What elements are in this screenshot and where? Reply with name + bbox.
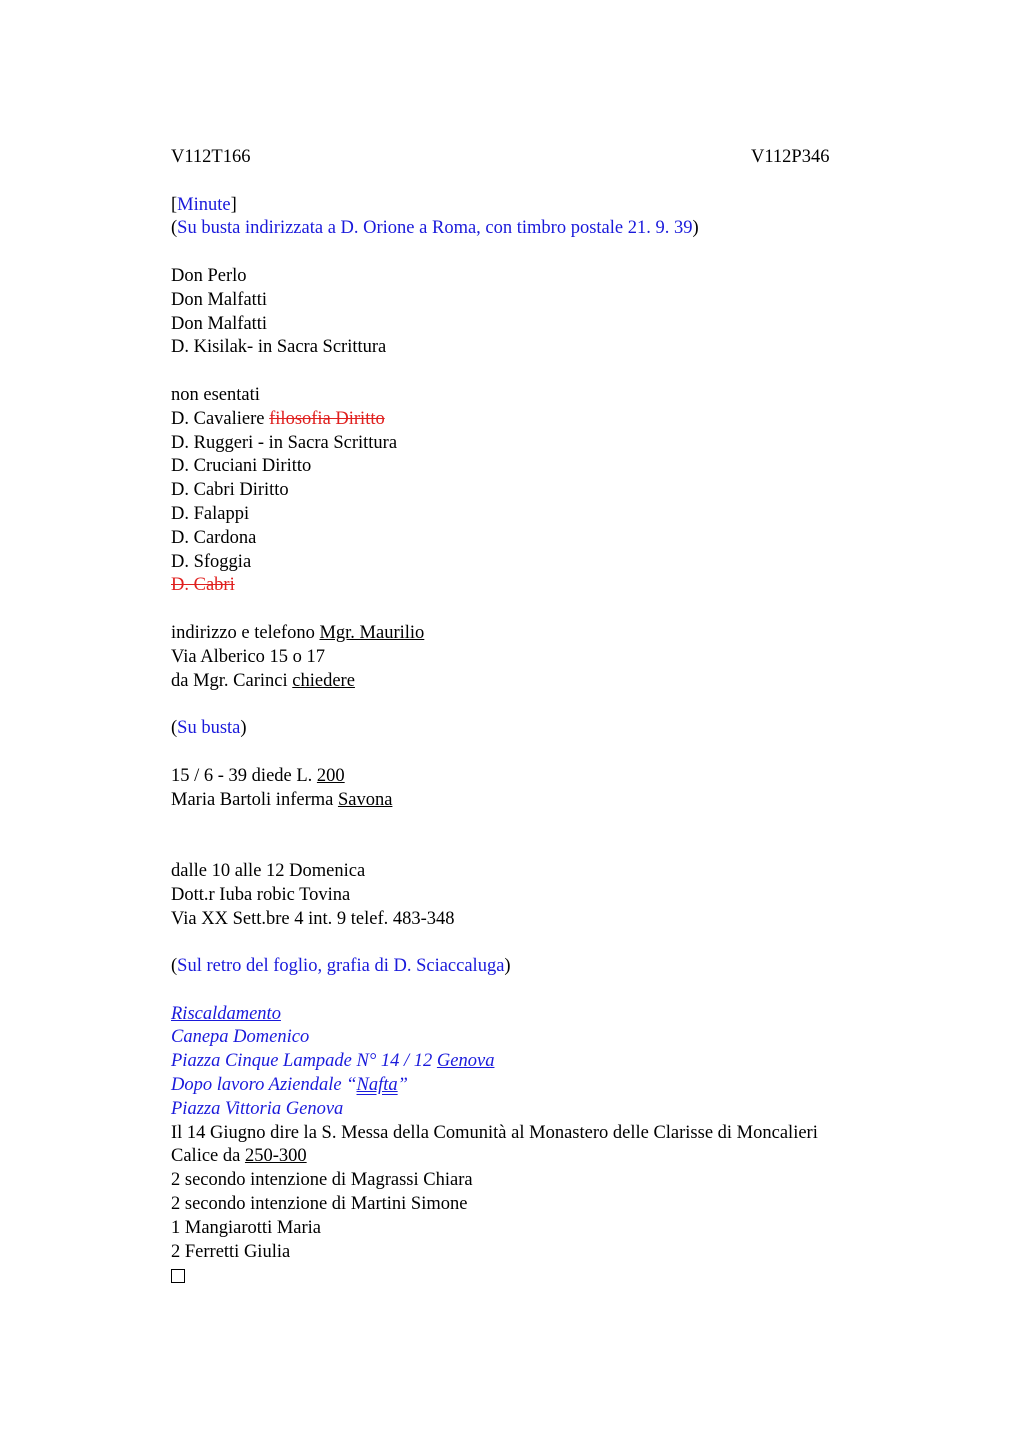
list2-item-struck: D. Cabri bbox=[171, 575, 235, 596]
mass-item: 2 Ferretti Giulia bbox=[171, 1241, 291, 1262]
doctor-line: dalle 10 alle 12 Domenica bbox=[171, 860, 366, 881]
mass-item: 2 secondo intenzione di Magrassi Chiara bbox=[171, 1170, 473, 1191]
address-line: Via Alberico 15 o 17 bbox=[171, 646, 326, 667]
envelope-text: Su busta indirizzata a D. Orione a Roma, con timbro postale 21. 9. 39 bbox=[177, 218, 693, 239]
checkbox-line bbox=[171, 1264, 911, 1288]
right-code: V112P346 bbox=[751, 147, 830, 167]
back-note: (Sul retro del foglio, grafia di D. Sciaccaluga) bbox=[171, 956, 511, 977]
mass-item: 1 Mangiarotti Maria bbox=[171, 1217, 322, 1238]
list2-item: D. Falappi bbox=[171, 503, 250, 524]
empty-box-icon bbox=[171, 1269, 185, 1283]
heating-line: Piazza Vittoria Genova bbox=[171, 1098, 344, 1119]
list2-item: D. Cruciani Diritto bbox=[171, 456, 312, 477]
heating-line: Canepa Domenico bbox=[171, 1027, 310, 1048]
minute-label: Minute bbox=[177, 194, 231, 215]
list1-item: Don Malfatti bbox=[171, 313, 268, 334]
document-header bbox=[171, 146, 911, 170]
heating-line: Dopo lavoro Aziendale “Nafta” bbox=[171, 1075, 408, 1096]
list2-item: D. Sfoggia bbox=[171, 551, 252, 572]
left-code: V112T166 bbox=[171, 147, 251, 167]
list1-item: D. Kisilak- in Sacra Scrittura bbox=[171, 337, 387, 358]
heating-line: Piazza Cinque Lampade N° 14 / 12 Genova bbox=[171, 1051, 495, 1072]
envelope-note: (Su busta indirizzata a D. Orione a Roma, con timbro postale 21. 9. 39) bbox=[171, 218, 699, 239]
list2-heading: non esentati bbox=[171, 384, 260, 405]
mass-item: 2 secondo intenzione di Martini Simone bbox=[171, 1194, 468, 1215]
document-page bbox=[171, 146, 911, 1288]
mass-line: Calice da 250-300 bbox=[171, 1146, 307, 1167]
donation-line: 15 / 6 - 39 diede L. 200 bbox=[171, 765, 345, 786]
list2-item: D. Ruggeri - in Sacra Scrittura bbox=[171, 432, 398, 453]
list2-item: D. Cabri Diritto bbox=[171, 480, 289, 501]
donation-line: Maria Bartoli inferma Savona bbox=[171, 789, 393, 810]
address-line: indirizzo e telefono Mgr. Maurilio bbox=[171, 622, 425, 643]
address-line: da Mgr. Carinci chiedere bbox=[171, 670, 355, 691]
struck-text: filosofia Diritto bbox=[269, 408, 385, 429]
minute-note: [Minute] bbox=[171, 194, 237, 215]
list2-item: D. Cardona bbox=[171, 527, 257, 548]
mass-line: Il 14 Giugno dire la S. Messa della Comunità al Monastero delle Clarisse di Moncalieri bbox=[171, 1122, 818, 1143]
list1-item: Don Perlo bbox=[171, 265, 247, 286]
doctor-line: Dott.r Iuba robic Tovina bbox=[171, 884, 351, 905]
envelope2-note: (Su busta) bbox=[171, 718, 247, 739]
doctor-line: Via XX Sett.bre 4 int. 9 telef. 483-348 bbox=[171, 908, 455, 929]
list2-item-cavaliere: D. Cavaliere filosofia Diritto bbox=[171, 408, 385, 429]
list1-item: Don Malfatti bbox=[171, 289, 268, 310]
heating-title: Riscaldamento bbox=[171, 1003, 281, 1024]
